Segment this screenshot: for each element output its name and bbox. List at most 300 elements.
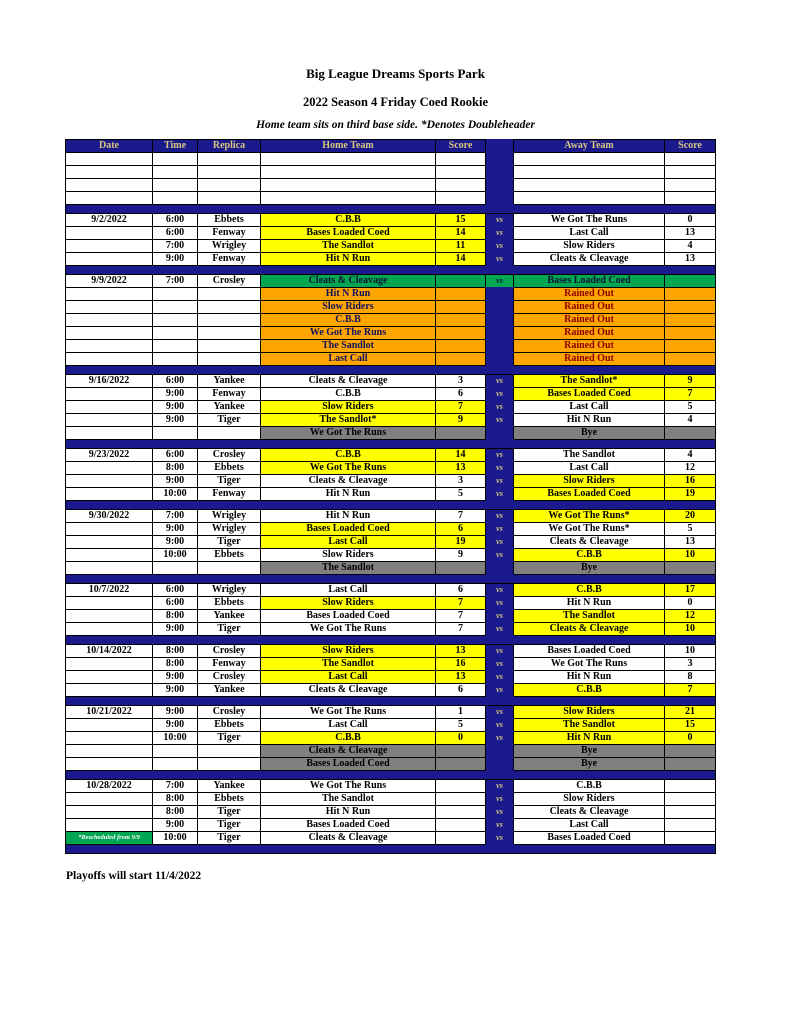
home-team-cell: The Sandlot* [261, 414, 436, 427]
game-row [66, 610, 716, 623]
replica-cell [198, 327, 261, 340]
away-team-cell: Cleats & Cleavage [514, 536, 665, 549]
away-score-cell [665, 819, 716, 832]
time-cell [153, 314, 198, 327]
time-cell [153, 301, 198, 314]
date-cell [66, 819, 153, 832]
away-team-cell: Bye [514, 427, 665, 440]
home-score-cell: 6 [436, 388, 486, 401]
sep-row [66, 366, 716, 375]
home-team-cell: C.B.B [261, 214, 436, 227]
replica-cell: Tiger [198, 536, 261, 549]
date-cell: 10/14/2022 [66, 645, 153, 658]
date-cell [66, 523, 153, 536]
vs-cell: vs [486, 684, 514, 697]
bye-row [66, 745, 716, 758]
home-score-cell: 14 [436, 253, 486, 266]
home-team-cell: We Got The Runs [261, 427, 436, 440]
away-team-cell: Hit N Run [514, 597, 665, 610]
game-row [66, 597, 716, 610]
date-cell [66, 475, 153, 488]
time-cell: 9:00 [153, 536, 198, 549]
home-team-cell: Bases Loaded Coed [261, 819, 436, 832]
time-cell [153, 340, 198, 353]
vs-cell: vs [486, 832, 514, 845]
away-score-cell [665, 179, 716, 192]
time-cell: 7:00 [153, 275, 198, 288]
vs-cell [486, 758, 514, 771]
week-separator [66, 771, 716, 780]
week-separator [66, 366, 716, 375]
date-cell [66, 549, 153, 562]
rain-row [66, 327, 716, 340]
date-cell [66, 562, 153, 575]
replica-cell [198, 427, 261, 440]
away-score-cell: 9 [665, 375, 716, 388]
replica-cell [198, 353, 261, 366]
home-score-cell: 7 [436, 610, 486, 623]
date-cell [66, 745, 153, 758]
home-score-cell [436, 275, 486, 288]
vs-cell: vs [486, 732, 514, 745]
time-cell: 9:00 [153, 414, 198, 427]
replica-cell: Ebbets [198, 719, 261, 732]
date-cell [66, 240, 153, 253]
vs-cell [486, 745, 514, 758]
home-score-cell: 5 [436, 719, 486, 732]
home-team-cell: C.B.B [261, 732, 436, 745]
home-score-cell [436, 166, 486, 179]
away-team-cell: C.B.B [514, 780, 665, 793]
vs-cell: vs [486, 401, 514, 414]
header-replica: Replica [198, 140, 261, 153]
replica-cell: Tiger [198, 806, 261, 819]
away-team-cell: Cleats & Cleavage [514, 253, 665, 266]
replica-cell: Ebbets [198, 214, 261, 227]
home-team-cell: C.B.B [261, 449, 436, 462]
rain-row [66, 340, 716, 353]
away-team-cell: Last Call [514, 462, 665, 475]
home-team-cell: The Sandlot [261, 340, 436, 353]
header-home-score: Score [436, 140, 486, 153]
time-cell [153, 179, 198, 192]
away-score-cell: 4 [665, 414, 716, 427]
time-cell [153, 166, 198, 179]
replica-cell: Yankee [198, 610, 261, 623]
replica-cell: Fenway [198, 388, 261, 401]
date-cell [66, 671, 153, 684]
home-team-cell: Bases Loaded Coed [261, 523, 436, 536]
game-row [66, 819, 716, 832]
away-team-cell: Last Call [514, 819, 665, 832]
home-team-cell: Bases Loaded Coed [261, 758, 436, 771]
game-row [66, 584, 716, 597]
game-row [66, 375, 716, 388]
vs-cell: vs [486, 806, 514, 819]
away-score-cell [665, 832, 716, 845]
page-title: Big League Dreams Sports Park [306, 66, 485, 81]
home-team-cell: Hit N Run [261, 510, 436, 523]
away-team-cell: Hit N Run [514, 732, 665, 745]
week-separator [66, 575, 716, 584]
away-team-cell: Cleats & Cleavage [514, 806, 665, 819]
away-team-cell: Rained Out [514, 340, 665, 353]
home-score-cell: 6 [436, 684, 486, 697]
vs-cell: vs [486, 719, 514, 732]
game-row [66, 806, 716, 819]
time-cell: 9:00 [153, 475, 198, 488]
playoffs-note: Playoffs will start 11/4/2022 [66, 870, 202, 882]
away-team-cell: Rained Out [514, 288, 665, 301]
away-team-cell: Hit N Run [514, 414, 665, 427]
game-row [66, 227, 716, 240]
away-team-cell: We Got The Runs* [514, 510, 665, 523]
away-score-cell: 10 [665, 623, 716, 636]
away-team-cell: The Sandlot [514, 449, 665, 462]
away-team-cell: The Sandlot [514, 610, 665, 623]
home-score-cell: 15 [436, 214, 486, 227]
replica-cell: Ebbets [198, 462, 261, 475]
home-team-cell: Cleats & Cleavage [261, 832, 436, 845]
replica-cell: Crosley [198, 645, 261, 658]
away-score-cell [665, 758, 716, 771]
home-score-cell: 6 [436, 584, 486, 597]
time-cell [153, 192, 198, 205]
vs-cell: vs [486, 610, 514, 623]
home-score-cell [436, 153, 486, 166]
home-team-cell: We Got The Runs [261, 780, 436, 793]
date-cell [66, 179, 153, 192]
date-cell [66, 610, 153, 623]
vs-cell [486, 179, 514, 192]
game-row [66, 214, 716, 227]
sep-row [66, 501, 716, 510]
away-score-cell [665, 301, 716, 314]
date-cell: 10/21/2022 [66, 706, 153, 719]
home-score-cell [436, 745, 486, 758]
date-cell [66, 684, 153, 697]
vs-cell [486, 427, 514, 440]
date-cell [66, 732, 153, 745]
time-cell: 8:00 [153, 793, 198, 806]
rain-row [66, 314, 716, 327]
date-cell: *Rescheduled from 9/9 [66, 832, 153, 845]
replica-cell: Ebbets [198, 597, 261, 610]
home-score-cell: 7 [436, 623, 486, 636]
home-score-cell: 7 [436, 401, 486, 414]
week-separator [66, 440, 716, 449]
vs-cell: vs [486, 597, 514, 610]
home-score-cell: 9 [436, 549, 486, 562]
time-cell: 9:00 [153, 523, 198, 536]
time-cell: 9:00 [153, 684, 198, 697]
vs-cell [486, 340, 514, 353]
away-team-cell: The Sandlot [514, 719, 665, 732]
replica-cell: Fenway [198, 488, 261, 501]
time-cell [153, 153, 198, 166]
away-score-cell: 10 [665, 549, 716, 562]
home-team-note: Home team sits on third base side. *Denotes Doubleheader [256, 119, 535, 131]
date-cell [66, 401, 153, 414]
replica-cell [198, 340, 261, 353]
replica-cell: Wrigley [198, 523, 261, 536]
away-score-cell [665, 353, 716, 366]
blank-row [66, 192, 716, 205]
away-score-cell [665, 793, 716, 806]
schedule-table-body [66, 153, 716, 854]
away-team-cell [514, 192, 665, 205]
away-team-cell: Bases Loaded Coed [514, 488, 665, 501]
game-row [66, 793, 716, 806]
vs-cell: vs [486, 819, 514, 832]
blank-row [66, 166, 716, 179]
replica-cell: Tiger [198, 832, 261, 845]
replica-cell: Crosley [198, 671, 261, 684]
vs-cell [486, 301, 514, 314]
time-cell: 9:00 [153, 706, 198, 719]
away-team-cell: Rained Out [514, 314, 665, 327]
time-cell: 9:00 [153, 819, 198, 832]
header-vs [486, 140, 514, 153]
game-row [66, 719, 716, 732]
home-score-cell [436, 819, 486, 832]
replica-cell [198, 301, 261, 314]
replica-cell: Fenway [198, 658, 261, 671]
away-score-cell: 13 [665, 536, 716, 549]
home-score-cell: 16 [436, 658, 486, 671]
header-date: Date [66, 140, 153, 153]
away-team-cell: Last Call [514, 227, 665, 240]
time-cell: 9:00 [153, 671, 198, 684]
home-team-cell: Last Call [261, 353, 436, 366]
vs-cell: vs [486, 584, 514, 597]
home-team-cell: We Got The Runs [261, 706, 436, 719]
away-team-cell: Slow Riders [514, 793, 665, 806]
home-score-cell [436, 758, 486, 771]
header-time: Time [153, 140, 198, 153]
home-team-cell [261, 153, 436, 166]
home-score-cell [436, 832, 486, 845]
home-score-cell: 1 [436, 706, 486, 719]
home-score-cell: 9 [436, 414, 486, 427]
away-team-cell: Cleats & Cleavage [514, 623, 665, 636]
home-score-cell: 13 [436, 462, 486, 475]
date-cell [66, 340, 153, 353]
replica-cell: Ebbets [198, 549, 261, 562]
vs-cell [486, 314, 514, 327]
home-team-cell: Slow Riders [261, 549, 436, 562]
time-cell: 9:00 [153, 253, 198, 266]
game-row [66, 388, 716, 401]
home-team-cell: Cleats & Cleavage [261, 375, 436, 388]
vs-cell: vs [486, 780, 514, 793]
away-score-cell: 4 [665, 240, 716, 253]
away-score-cell [665, 340, 716, 353]
home-team-cell: Bases Loaded Coed [261, 610, 436, 623]
home-team-cell: Last Call [261, 719, 436, 732]
time-cell: 6:00 [153, 584, 198, 597]
vs-cell [486, 327, 514, 340]
vs-cell: vs [486, 475, 514, 488]
header-home-team: Home Team [261, 140, 436, 153]
time-cell: 7:00 [153, 510, 198, 523]
date-cell [66, 227, 153, 240]
home-team-cell: The Sandlot [261, 658, 436, 671]
replica-cell: Crosley [198, 275, 261, 288]
replica-cell: Fenway [198, 253, 261, 266]
date-cell [66, 623, 153, 636]
home-team-cell: We Got The Runs [261, 327, 436, 340]
vs-cell: vs [486, 227, 514, 240]
game-row [66, 623, 716, 636]
home-score-cell [436, 806, 486, 819]
home-team-cell: Hit N Run [261, 253, 436, 266]
away-score-cell: 0 [665, 214, 716, 227]
time-cell: 10:00 [153, 488, 198, 501]
away-team-cell: Rained Out [514, 353, 665, 366]
time-cell: 10:00 [153, 732, 198, 745]
game-row [66, 401, 716, 414]
vs-cell [486, 562, 514, 575]
date-cell: 9/23/2022 [66, 449, 153, 462]
time-cell: 8:00 [153, 645, 198, 658]
away-score-cell: 0 [665, 732, 716, 745]
replica-cell [198, 314, 261, 327]
time-cell: 6:00 [153, 597, 198, 610]
time-cell: 7:00 [153, 780, 198, 793]
home-team-cell: Slow Riders [261, 597, 436, 610]
away-score-cell: 13 [665, 227, 716, 240]
bye-row [66, 427, 716, 440]
date-cell [66, 327, 153, 340]
replica-cell: Tiger [198, 475, 261, 488]
replica-cell [198, 192, 261, 205]
game-row [66, 732, 716, 745]
vs-cell: vs [486, 388, 514, 401]
replica-cell: Yankee [198, 684, 261, 697]
away-team-cell: Bases Loaded Coed [514, 388, 665, 401]
home-team-cell: Last Call [261, 536, 436, 549]
vs-cell [486, 353, 514, 366]
replica-cell: Fenway [198, 227, 261, 240]
home-score-cell: 7 [436, 510, 486, 523]
replica-cell: Tiger [198, 732, 261, 745]
bye-row [66, 562, 716, 575]
time-cell [153, 562, 198, 575]
vs-cell [486, 153, 514, 166]
away-team-cell: Rained Out [514, 327, 665, 340]
away-score-cell [665, 427, 716, 440]
date-cell [66, 462, 153, 475]
vs-cell: vs [486, 488, 514, 501]
away-score-cell: 4 [665, 449, 716, 462]
game-row [66, 475, 716, 488]
week-separator [66, 636, 716, 645]
away-team-cell: Slow Riders [514, 475, 665, 488]
date-cell: 9/9/2022 [66, 275, 153, 288]
home-team-cell: Cleats & Cleavage [261, 745, 436, 758]
home-team-cell: We Got The Runs [261, 462, 436, 475]
away-score-cell [665, 275, 716, 288]
home-team-cell: Cleats & Cleavage [261, 684, 436, 697]
away-team-cell: Slow Riders [514, 706, 665, 719]
home-team-cell [261, 179, 436, 192]
vs-cell: vs [486, 536, 514, 549]
date-cell: 9/16/2022 [66, 375, 153, 388]
away-team-cell [514, 166, 665, 179]
sep-row [66, 771, 716, 780]
time-cell: 7:00 [153, 240, 198, 253]
sep-row [66, 205, 716, 214]
replica-cell [198, 166, 261, 179]
time-cell: 8:00 [153, 658, 198, 671]
date-cell [66, 153, 153, 166]
game-row [66, 658, 716, 671]
game-row [66, 449, 716, 462]
vs-cell [486, 192, 514, 205]
away-team-cell: We Got The Runs [514, 214, 665, 227]
replica-cell: Tiger [198, 414, 261, 427]
home-score-cell [436, 288, 486, 301]
vs-cell: vs [486, 645, 514, 658]
time-cell: 6:00 [153, 449, 198, 462]
date-cell [66, 427, 153, 440]
away-team-cell: Bases Loaded Coed [514, 832, 665, 845]
date-cell [66, 793, 153, 806]
home-score-cell [436, 793, 486, 806]
home-score-cell: 14 [436, 449, 486, 462]
date-cell [66, 253, 153, 266]
time-cell: 9:00 [153, 401, 198, 414]
replica-cell: Crosley [198, 449, 261, 462]
game-row [66, 780, 716, 793]
away-team-cell: C.B.B [514, 684, 665, 697]
away-score-cell: 5 [665, 523, 716, 536]
away-team-cell: C.B.B [514, 584, 665, 597]
date-cell [66, 166, 153, 179]
replica-cell [198, 562, 261, 575]
game-row [66, 510, 716, 523]
home-score-cell: 5 [436, 488, 486, 501]
home-score-cell [436, 314, 486, 327]
away-team-cell: Bases Loaded Coed [514, 645, 665, 658]
time-cell [153, 758, 198, 771]
home-score-cell: 0 [436, 732, 486, 745]
away-team-cell [514, 153, 665, 166]
replica-cell: Wrigley [198, 510, 261, 523]
date-cell [66, 597, 153, 610]
game-row [66, 684, 716, 697]
game-row [66, 645, 716, 658]
away-score-cell [665, 314, 716, 327]
away-team-cell: Bases Loaded Coed [514, 275, 665, 288]
week-separator [66, 205, 716, 214]
sep-row [66, 266, 716, 275]
time-cell: 10:00 [153, 832, 198, 845]
game-row [66, 671, 716, 684]
bye-row [66, 758, 716, 771]
vs-cell: vs [486, 275, 514, 288]
home-team-cell: We Got The Runs [261, 623, 436, 636]
away-score-cell: 5 [665, 401, 716, 414]
away-team-cell: Rained Out [514, 301, 665, 314]
vs-cell [486, 166, 514, 179]
away-team-cell: The Sandlot* [514, 375, 665, 388]
vs-cell: vs [486, 449, 514, 462]
replica-cell [198, 179, 261, 192]
away-score-cell [665, 166, 716, 179]
replica-cell: Crosley [198, 706, 261, 719]
